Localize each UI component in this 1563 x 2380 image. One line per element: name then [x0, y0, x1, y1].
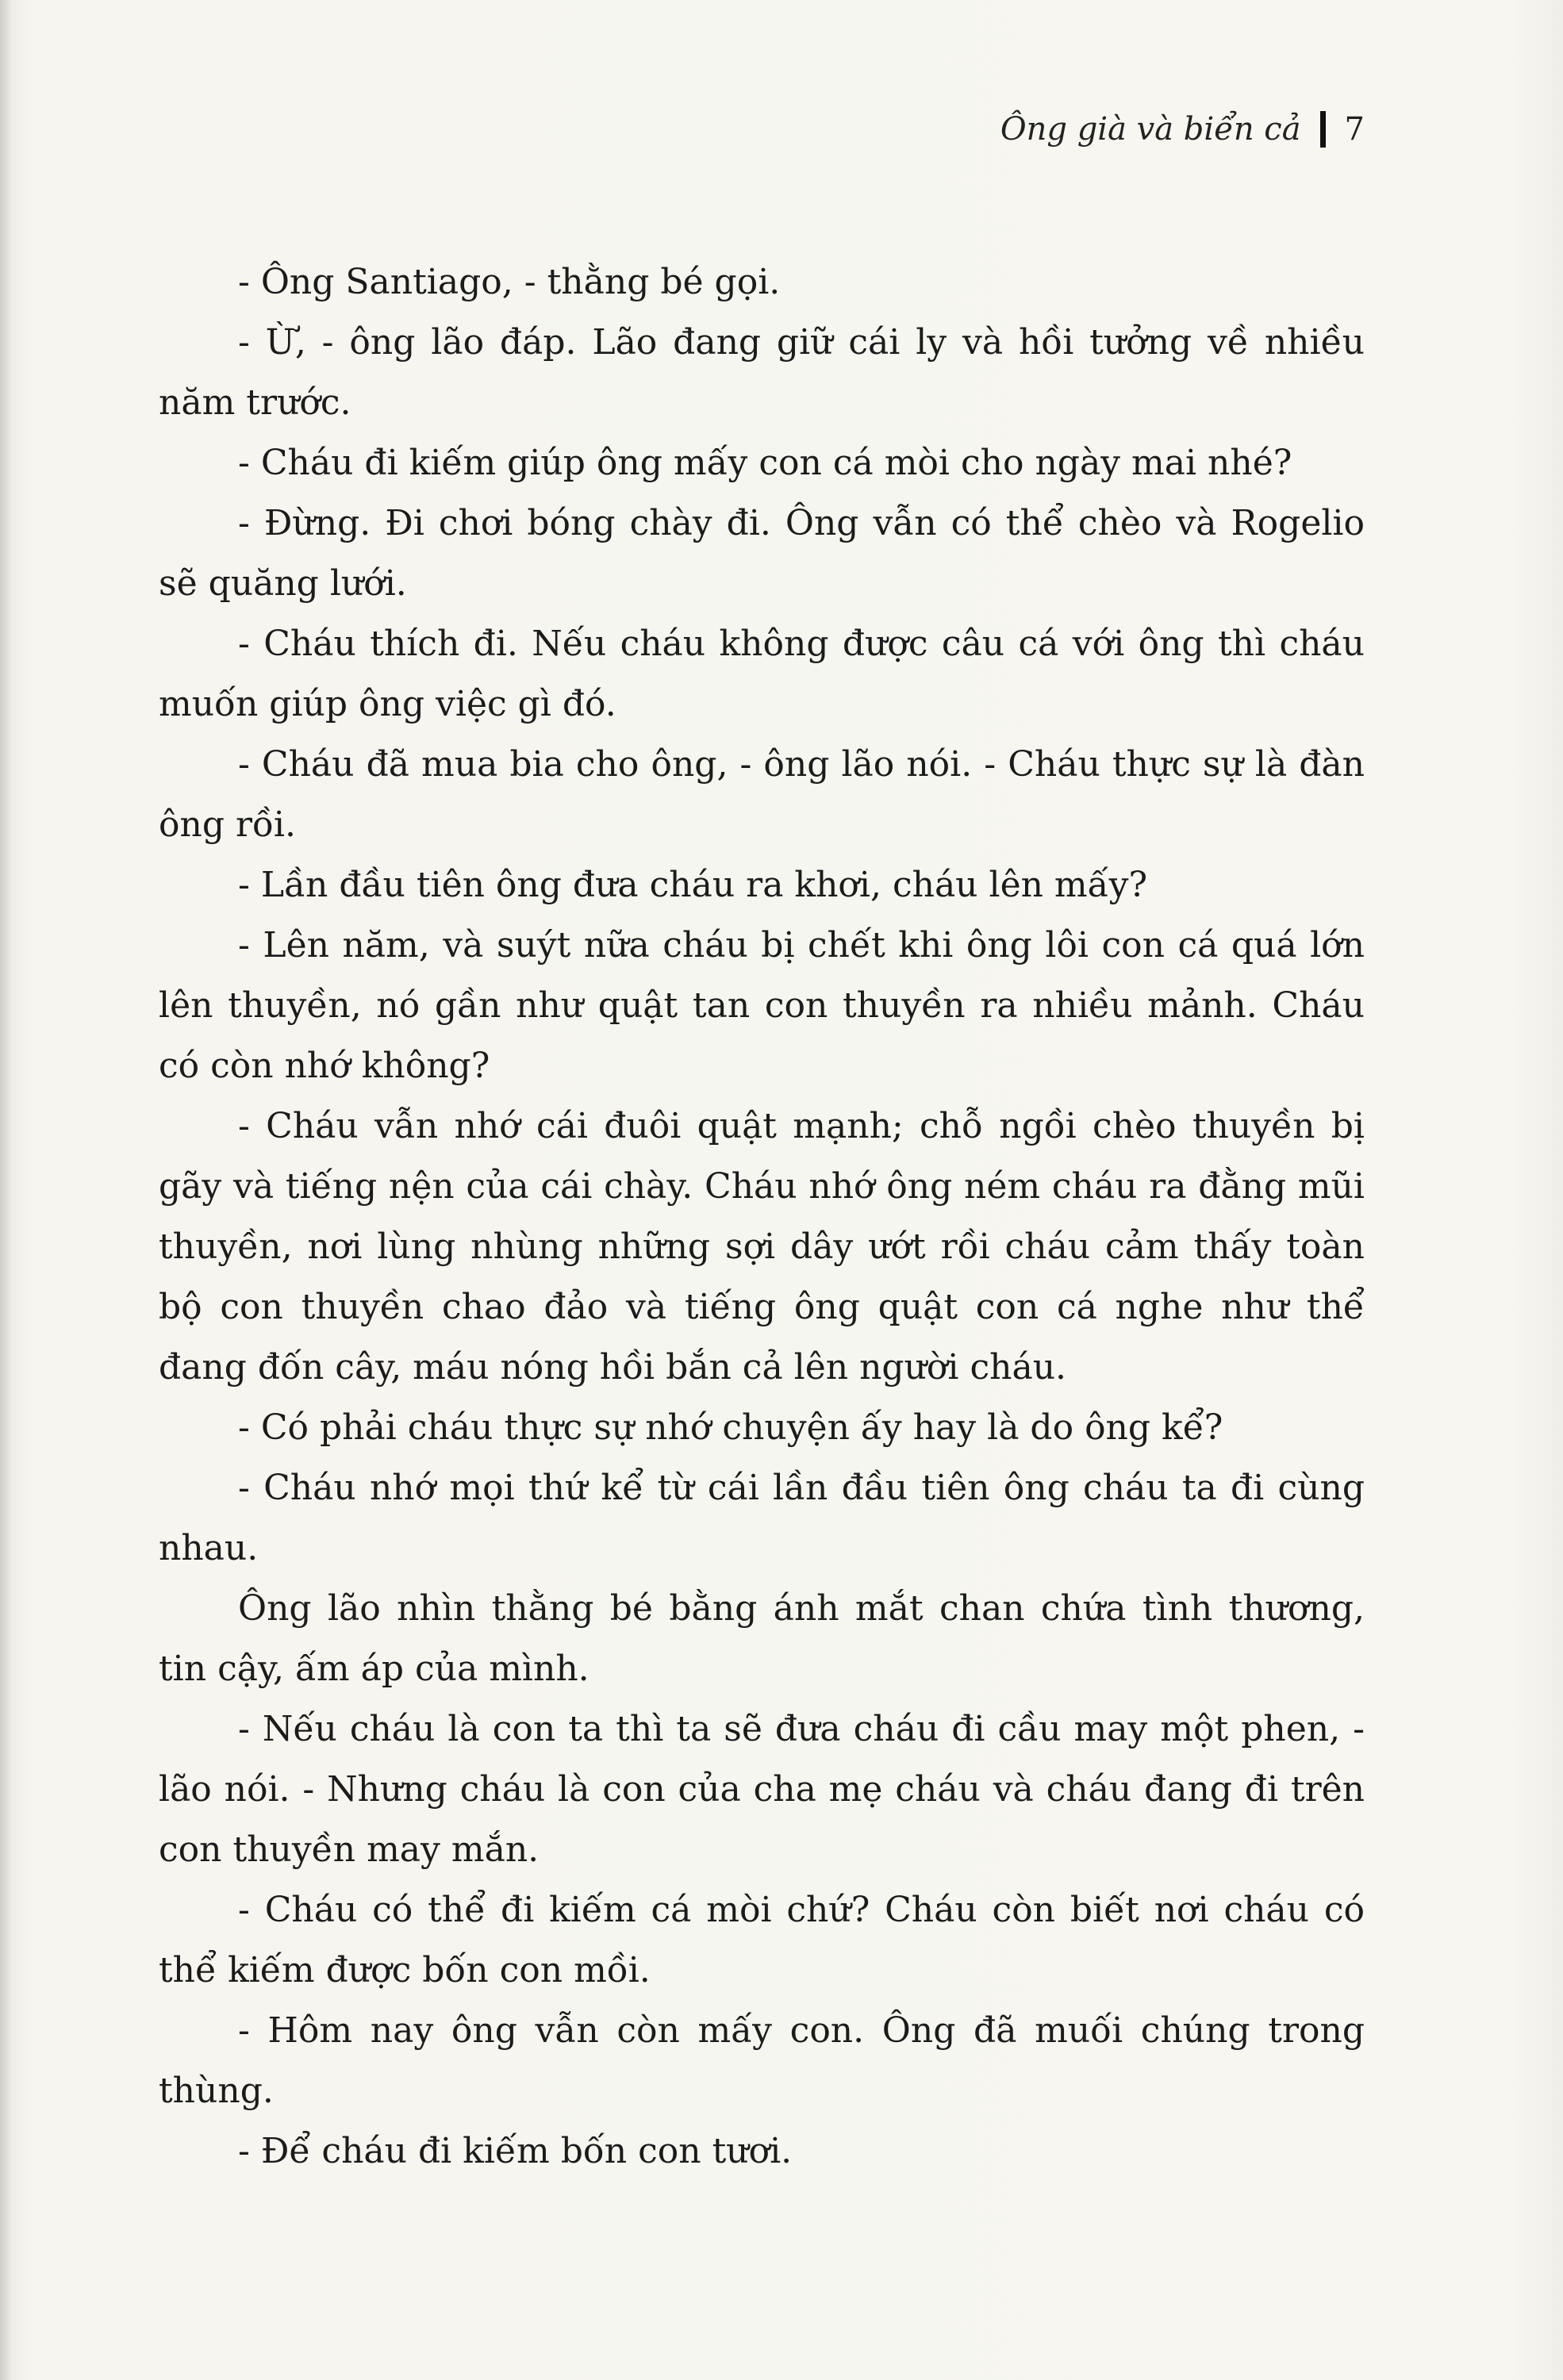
paragraph: - Cháu vẫn nhớ cái đuôi quật mạnh; chỗ ngồi chèo thuyền bị gãy và tiếng nện của cái chày. Cháu nhớ ông ném cháu ra đằng mũi thuyền, nơi lùng nhùng những sợi dây ướt rồi cháu cảm thấy toàn bộ con thuyền chao đảo và tiếng ông quật con cá nghe như thể đang đốn cây, máu nóng hồi bắn cả lên người cháu. [159, 1106, 1365, 1388]
paragraph: - Lên năm, và suýt nữa cháu bị chết khi ông lôi con cá quá lớn lên thuyền, nó gần như quật tan con thuyền ra nhiều mảnh. Cháu có còn nhớ không? [159, 925, 1365, 1086]
paragraph: - Cháu đi kiếm giúp ông mấy con cá mòi cho ngày mai nhé? [238, 443, 1292, 483]
paragraph: - Cháu đã mua bia cho ông, - ông lão nói. - Cháu thực sự là đàn ông rồi. [159, 744, 1365, 845]
running-head [1000, 111, 1365, 148]
paragraph: - Cháu có thể đi kiếm cá mòi chứ? Cháu còn biết nơi cháu có thể kiếm được bốn con mồi. [159, 1890, 1365, 1990]
paragraph: - Cháu nhớ mọi thứ kể từ cái lần đầu tiên ông cháu ta đi cùng nhau. [159, 1468, 1365, 1568]
paragraph: - Lần đầu tiên ông đưa cháu ra khơi, cháu lên mấy? [238, 865, 1148, 905]
header-divider [1320, 111, 1326, 148]
paragraph: - Hôm nay ông vẫn còn mấy con. Ông đã muối chúng trong thùng. [159, 2010, 1365, 2111]
paragraph: - Ừ, - ông lão đáp. Lão đang giữ cái ly và hồi tưởng về nhiều năm trước. [159, 322, 1365, 423]
paragraph: - Ông Santiago, - thằng bé gọi. [238, 262, 781, 302]
paragraph: - Cháu thích đi. Nếu cháu không được câu cá với ông thì cháu muốn giúp ông việc gì đó. [159, 624, 1365, 724]
spine-shadow [0, 0, 11, 2380]
paragraph: - Để cháu đi kiếm bốn con tươi. [238, 2131, 793, 2171]
page-number: 7 [1344, 111, 1365, 148]
body-text [159, 252, 1365, 2182]
paragraph: Ông lão nhìn thằng bé bằng ánh mắt chan chứa tình thương, tin cậy, ấm áp của mình. [159, 1588, 1365, 1689]
paragraph: - Nếu cháu là con ta thì ta sẽ đưa cháu đi cầu may một phen, - lão nói. - Nhưng cháu là con của cha mẹ cháu và cháu đang đi trên con thuyền may mắn. [159, 1709, 1365, 1870]
book-title: Ông già và biển cả [1000, 111, 1301, 148]
paragraph: - Có phải cháu thực sự nhớ chuyện ấy hay là do ông kể? [238, 1407, 1223, 1448]
paragraph: - Đừng. Đi chơi bóng chày đi. Ông vẫn có thể chèo và Rogelio sẽ quăng lưới. [159, 503, 1365, 604]
